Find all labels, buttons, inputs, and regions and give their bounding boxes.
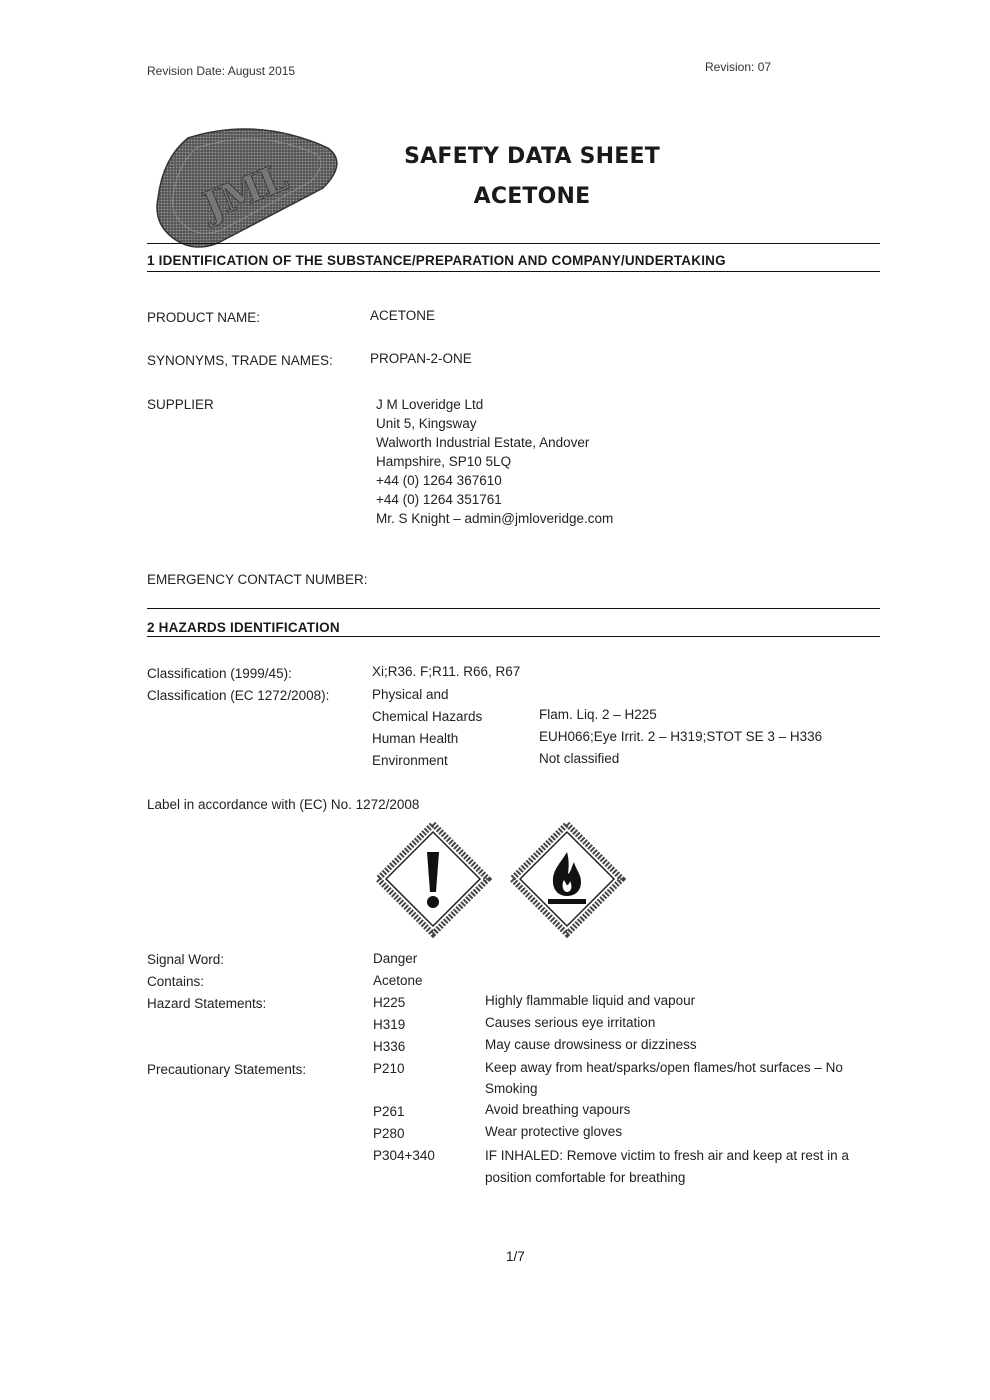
substance-title: ACETONE xyxy=(473,184,591,209)
precaution-code: P210 xyxy=(373,1061,405,1076)
signal-word-value: Danger xyxy=(373,951,418,966)
hazard-text: Causes serious eye irritation xyxy=(485,1015,656,1030)
precaution-text: Avoid breathing vapours xyxy=(485,1102,631,1117)
supplier-label: SUPPLIER xyxy=(147,397,214,412)
hazard-code: H319 xyxy=(373,1017,406,1032)
product-name-value: ACETONE xyxy=(370,308,436,323)
precaution-code: P280 xyxy=(373,1126,405,1141)
exclamation-mark-icon xyxy=(374,820,492,938)
logo-text: JML xyxy=(196,153,294,229)
precaution-text: Wear protective gloves xyxy=(485,1124,623,1139)
supplier-line: +44 (0) 1264 367610 xyxy=(376,473,502,488)
hazard-text: May cause drowsiness or dizziness xyxy=(485,1037,697,1052)
classification-1999-label: Classification (1999/45): xyxy=(147,666,292,681)
label-regulation-text: Label in accordance with (EC) No. 1272/2008 xyxy=(147,797,420,812)
revision-number: Revision: 07 xyxy=(705,60,772,74)
precautionary-statements-label: Precautionary Statements: xyxy=(147,1062,307,1077)
hazard-statements-label: Hazard Statements: xyxy=(147,996,267,1011)
classification-1272-label: Classification (EC 1272/2008): xyxy=(147,688,330,703)
precaution-text: Keep away from heat/sparks/open flames/hot surfaces – No Smoking xyxy=(485,1060,843,1096)
classification-category: Human Health xyxy=(372,731,459,746)
classification-category: Environment xyxy=(372,753,448,768)
section-2-bottom-rule xyxy=(147,636,880,637)
section-1-heading: 1 IDENTIFICATION OF THE SUBSTANCE/PREPARATION AND COMPANY/UNDERTAKING xyxy=(147,253,726,268)
section-1-top-rule xyxy=(147,243,880,244)
flame-icon xyxy=(508,820,626,938)
supplier-line: Walworth Industrial Estate, Andover xyxy=(376,435,590,450)
supplier-line: J M Loveridge Ltd xyxy=(376,397,484,412)
hazard-code: H225 xyxy=(373,995,406,1010)
precaution-code: P261 xyxy=(373,1104,405,1119)
supplier-line: +44 (0) 1264 351761 xyxy=(376,492,502,507)
contains-value: Acetone xyxy=(373,973,423,988)
document-title: SAFETY DATA SHEET xyxy=(404,144,660,169)
revision-date: Revision Date: August 2015 xyxy=(147,64,296,78)
section-2-heading: 2 HAZARDS IDENTIFICATION xyxy=(147,620,340,635)
classification-value: Not classified xyxy=(539,751,620,766)
supplier-line: Hampshire, SP10 5LQ xyxy=(376,454,512,469)
hazard-code: H336 xyxy=(373,1039,406,1054)
classification-value: Flam. Liq. 2 – H225 xyxy=(539,707,657,722)
synonyms-label: SYNONYMS, TRADE NAMES: xyxy=(147,353,333,368)
supplier-line: Unit 5, Kingsway xyxy=(376,416,477,431)
company-logo xyxy=(148,118,348,248)
section-1-bottom-rule xyxy=(147,271,880,272)
precaution-code: P304+340 xyxy=(373,1148,435,1163)
synonyms-value: PROPAN-2-ONE xyxy=(370,351,472,366)
supplier-address xyxy=(376,395,613,528)
classification-category: Chemical Hazards xyxy=(372,709,483,724)
emergency-contact-label: EMERGENCY CONTACT NUMBER: xyxy=(147,572,368,587)
page-number: 1/7 xyxy=(506,1249,525,1264)
classification-category: Physical and xyxy=(372,687,449,702)
product-name-label: PRODUCT NAME: xyxy=(147,310,261,325)
contains-label: Contains: xyxy=(147,974,205,989)
section-2-top-rule xyxy=(147,608,880,609)
classification-1999-value: Xi;R36. F;R11. R66, R67 xyxy=(372,664,521,679)
precaution-text: IF INHALED: Remove victim to fresh air and keep at rest in a position comfortable for breathing xyxy=(485,1148,849,1185)
hazard-text: Highly flammable liquid and vapour xyxy=(485,993,696,1008)
supplier-line: Mr. S Knight – admin@jmloveridge.com xyxy=(376,511,614,526)
classification-value: EUH066;Eye Irrit. 2 – H319;STOT SE 3 – H336 xyxy=(539,729,823,744)
signal-word-label: Signal Word: xyxy=(147,952,225,967)
